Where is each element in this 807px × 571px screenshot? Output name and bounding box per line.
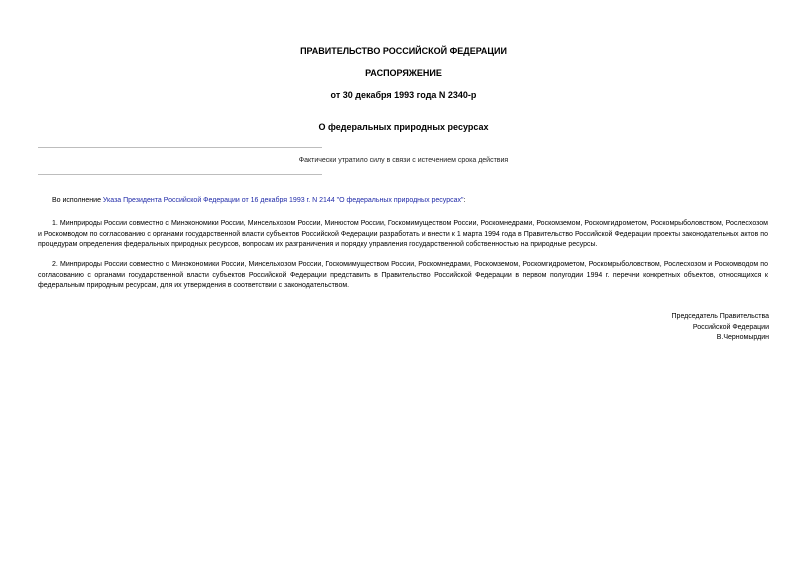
signature-position-line2: Российской Федерации: [692, 323, 769, 331]
intro-prefix: Во исполнение: [52, 197, 103, 204]
paragraph-1: 1. Минприроды России совместно с Минэкономики России, Минсельхозом России, Минюстом России, Госкомимуществом России, Роскомнедрами, Роскомземом, Роскомгидрометом, Роскомрыболовством, Рослесхозом и Роскомводом по согласованию с органами государственной власти субъектов Российской Федерации разработать и внести к 1 марта 1994 года в Правительство Российской Федерации проекты законодательных актов по процедурам определения федеральных природных ресурсов, вопросам их разграничения и порядку управления государственной собственностью на природные ресурсы.: [38, 220, 768, 248]
intro-suffix: :: [463, 197, 466, 204]
decree-link[interactable]: Указа Президента Российской Федерации от 16 декабря 1993 г. N 2144 "О федеральных природных ресурсах": [102, 197, 464, 204]
signature-block: [672, 312, 769, 344]
government-heading: ПРАВИТЕЛЬСТВО РОССИЙСКОЙ ФЕДЕРАЦИИ: [300, 46, 507, 56]
signature-position-line1: Председатель Правительства: [671, 313, 769, 320]
status-note: Фактически утратило силу в связи с истечением срока действия: [298, 157, 509, 164]
document-date-number: от 30 декабря 1993 года N 2340-р: [330, 90, 477, 100]
document-subject: О федеральных природных ресурсах: [318, 122, 489, 132]
paragraph-2: 2. Минприроды России совместно с Минэкономики России, Минсельхозом России, Госкомимуществом России, Роскомнедрами, Роскомземом, Роскомгидрометом, Роскомрыболовством, Рослесхозом и Роскомводом по согласованию с органами государственной власти субъектов Российской Федерации представить в Правительство Российской Федерации в первом полугодии 1994 г. перечни конкретных объектов, относящихся к федеральным природным ресурсам, для их утверждения в соответствии с законодательством.: [38, 261, 768, 289]
document-type-heading: РАСПОРЯЖЕНИЕ: [365, 68, 442, 78]
divider-bottom: [38, 174, 322, 175]
divider-top: [38, 147, 322, 148]
intro-paragraph: [38, 196, 768, 207]
signature-name: В.Черномырдин: [716, 334, 769, 341]
